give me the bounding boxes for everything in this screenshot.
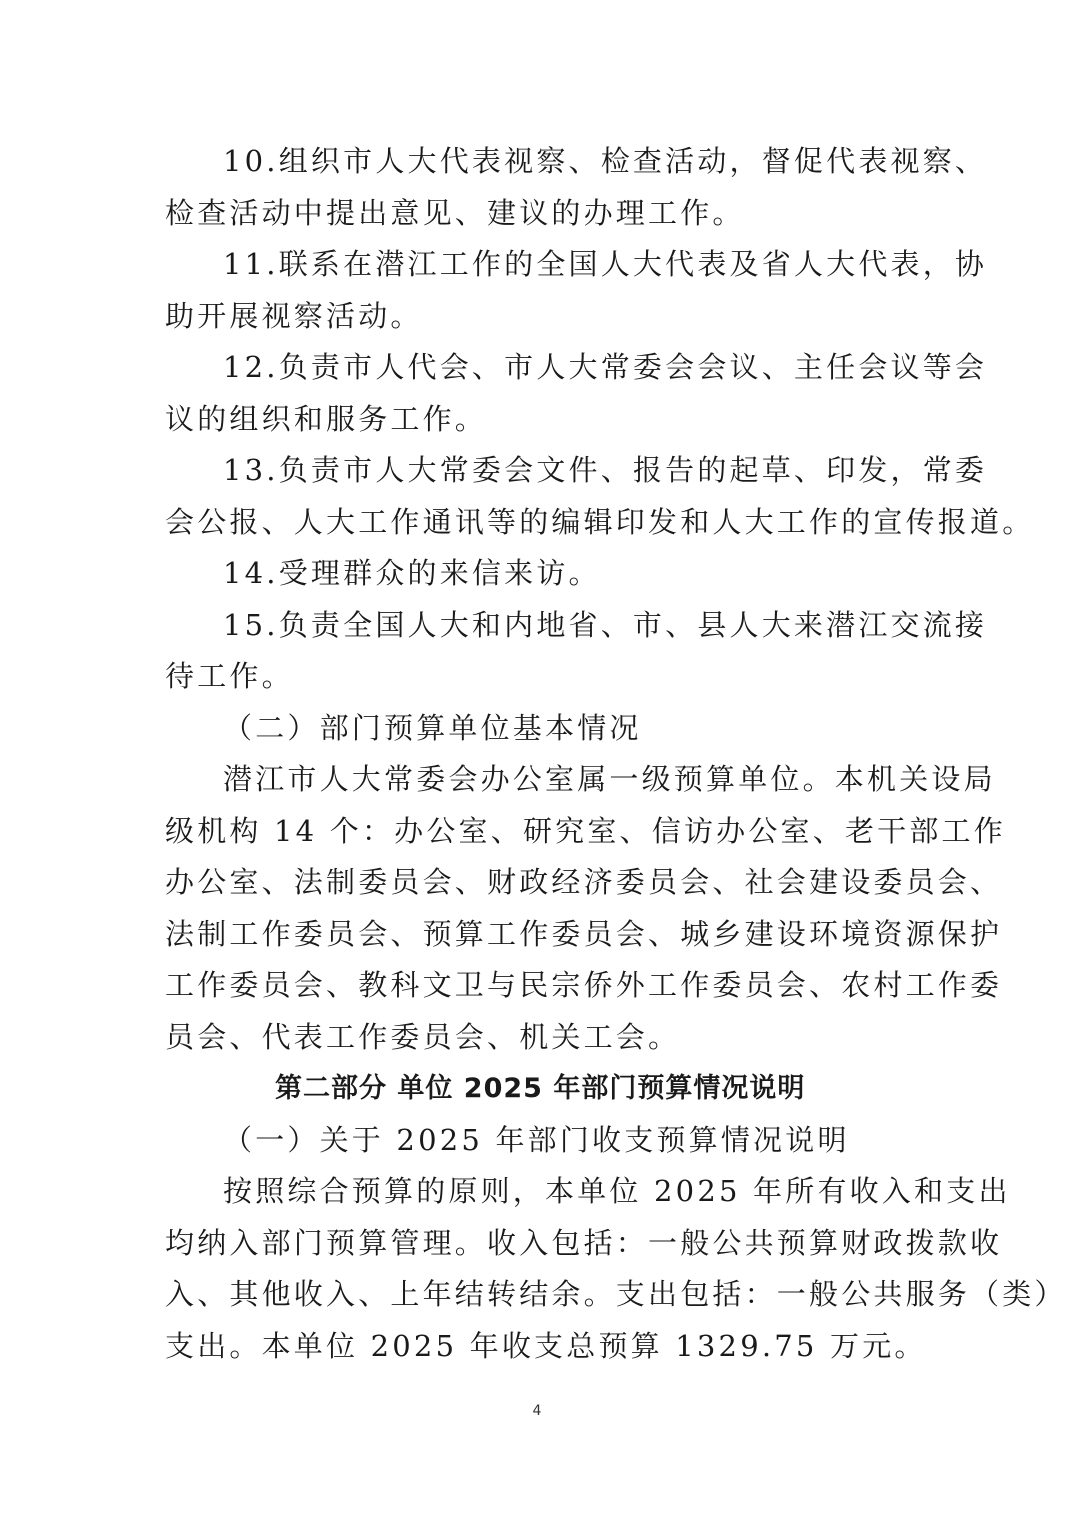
text-line: 办公室、法制委员会、财政经济委员会、社会建设委员会、 [165,865,1003,899]
text-line: 法制工作委员会、预算工作委员会、城乡建设环境资源保护 [165,916,1003,951]
text-line: 检查活动中提出意见、建议的办理工作。 [165,195,745,230]
text-line: 潜江市人大常委会办公室属一级预算单位。本机关设局 [223,762,996,796]
text-line: （一）关于 2025 年部门收支预算情况说明 [223,1122,850,1157]
text-line: 会公报、人大工作通讯等的编辑印发和人大工作的宣传报道。 [165,504,1035,539]
text-line: 入、其他收入、上年结转结余。支出包括：一般公共服务（类） [165,1277,1067,1311]
document-body [165,136,1067,1372]
text-line: 10.组织市人大代表视察、检查活动，督促代表视察、 [223,144,988,178]
text-line: 12.负责市人代会、市人大常委会会议、主任会议等会 [223,350,988,384]
text-line: （二）部门预算单位基本情况 [223,710,642,745]
text-line: 员会、代表工作委员会、机关工会。 [165,1019,681,1054]
text-line: 助开展视察活动。 [165,298,423,333]
text-line: 14.受理群众的来信来访。 [223,556,601,590]
text-line: 待工作。 [165,659,294,693]
text-line: 支出。本单位 2025 年收支总预算 1329.75 万元。 [165,1328,927,1363]
text-line: 工作委员会、教科文卫与民宗侨外工作委员会、农村工作委 [165,968,1003,1002]
paragraph-block [165,136,1035,1063]
text-line: 议的组织和服务工作。 [165,401,488,436]
page-number: 4 [532,1403,542,1419]
text-line: 按照综合预算的原则，本单位 2025 年所有收入和支出 [223,1174,1011,1208]
text-line: 13.负责市人大常委会文件、报告的起草、印发，常委 [223,453,988,487]
text-line: 15.负责全国人大和内地省、市、县人大来潜江交流接 [223,607,988,642]
text-line: 级机构 14 个：办公室、研究室、信访办公室、老干部工作 [165,813,1006,848]
paragraph-block [165,1115,1067,1373]
text-line: 均纳入部门预算管理。收入包括：一般公共预算财政拨款收 [165,1225,1003,1260]
section-heading: 第二部分 单位 2025 年部门预算情况说明 [275,1073,806,1104]
text-line: 11.联系在潜江工作的全国人大代表及省人大代表，协 [223,247,988,281]
